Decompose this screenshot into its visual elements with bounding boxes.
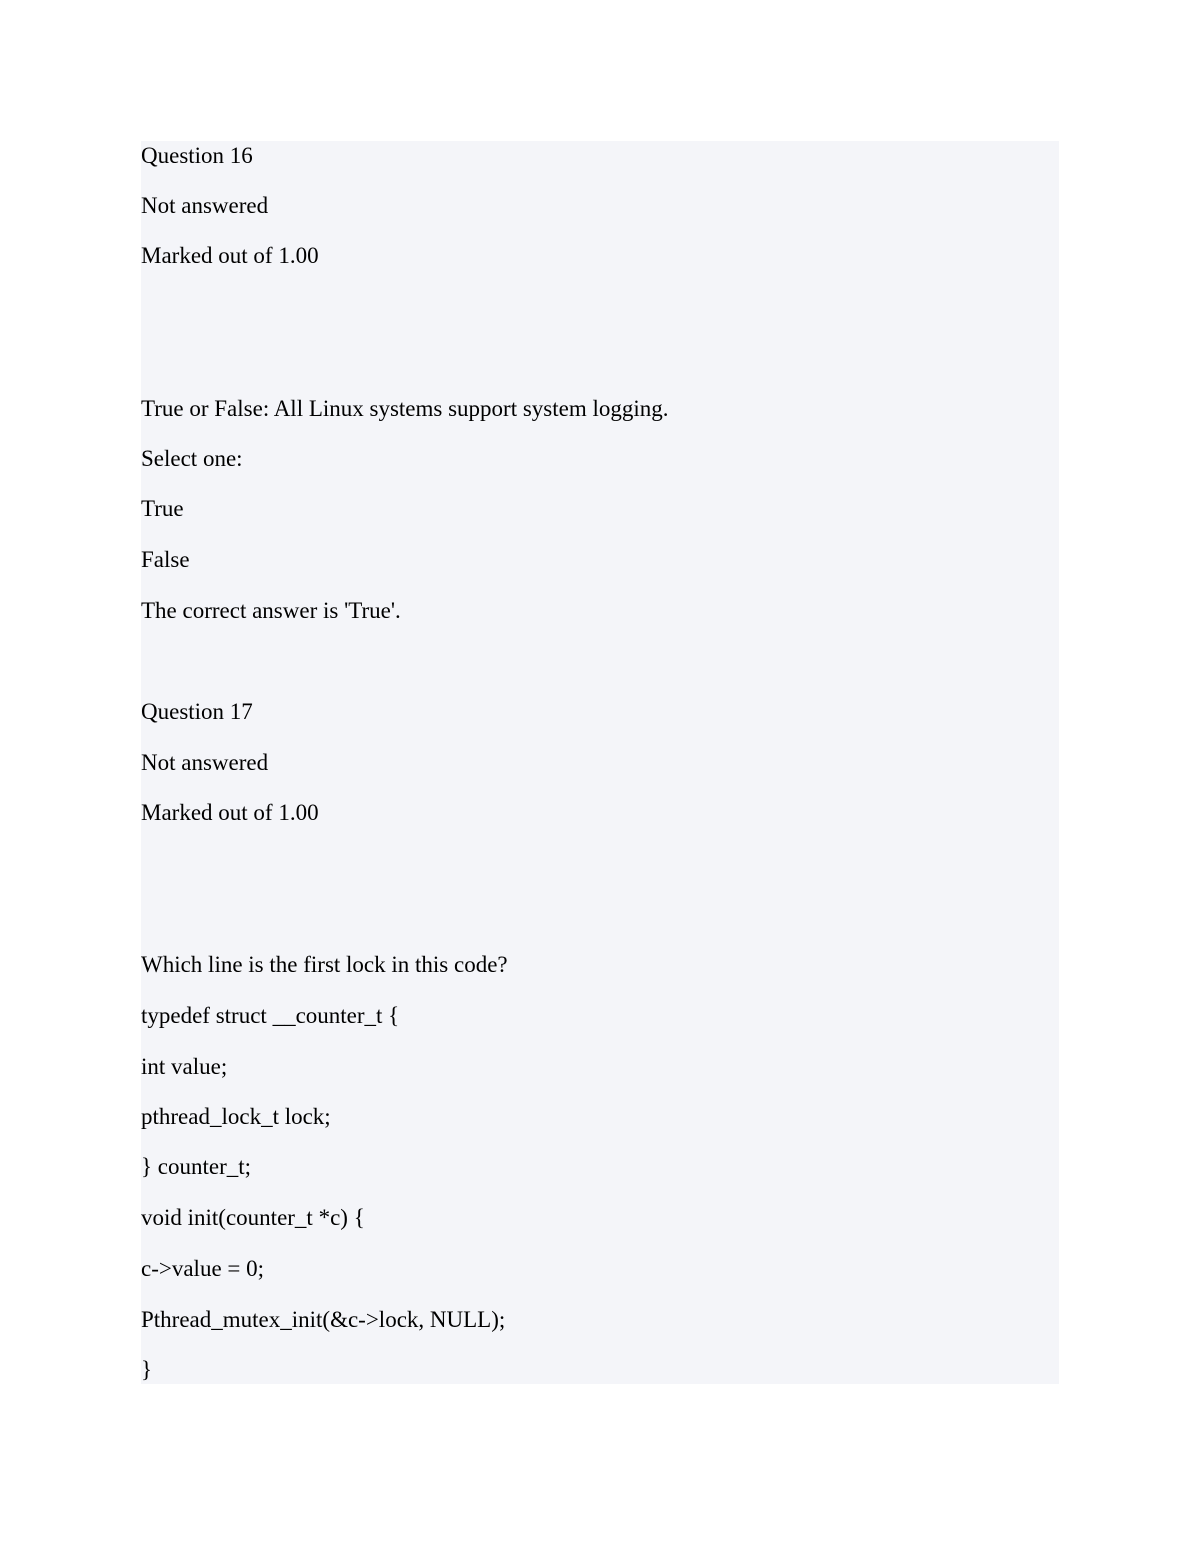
code-line: int value; xyxy=(141,1054,228,1079)
code-line: typedef struct __counter_t { xyxy=(141,1003,400,1028)
question-17-title: Question 17 xyxy=(141,699,253,724)
question-16-prompt: True or False: All Linux systems support system logging. xyxy=(141,396,669,421)
question-17-prompt: Which line is the first lock in this code? xyxy=(141,952,508,977)
question-16-instruction: Select one: xyxy=(141,446,243,471)
question-17-marks: Marked out of 1.00 xyxy=(141,800,319,825)
question-17-status: Not answered xyxy=(141,750,269,775)
question-16-option-false[interactable]: False xyxy=(141,547,190,572)
code-line: Pthread_mutex_init(&c->lock, NULL); xyxy=(141,1307,506,1332)
question-16-option-true[interactable]: True xyxy=(141,496,184,521)
code-line: c->value = 0; xyxy=(141,1256,265,1281)
code-line: void init(counter_t *c) { xyxy=(141,1205,365,1230)
code-line: pthread_lock_t lock; xyxy=(141,1104,331,1129)
quiz-review-panel xyxy=(141,141,1059,1384)
question-16-feedback: The correct answer is 'True'. xyxy=(141,598,401,623)
code-line: } xyxy=(141,1357,153,1382)
question-16-marks: Marked out of 1.00 xyxy=(141,243,319,268)
code-line: } counter_t; xyxy=(141,1154,252,1179)
question-16-title: Question 16 xyxy=(141,143,253,168)
question-16-status: Not answered xyxy=(141,193,269,218)
